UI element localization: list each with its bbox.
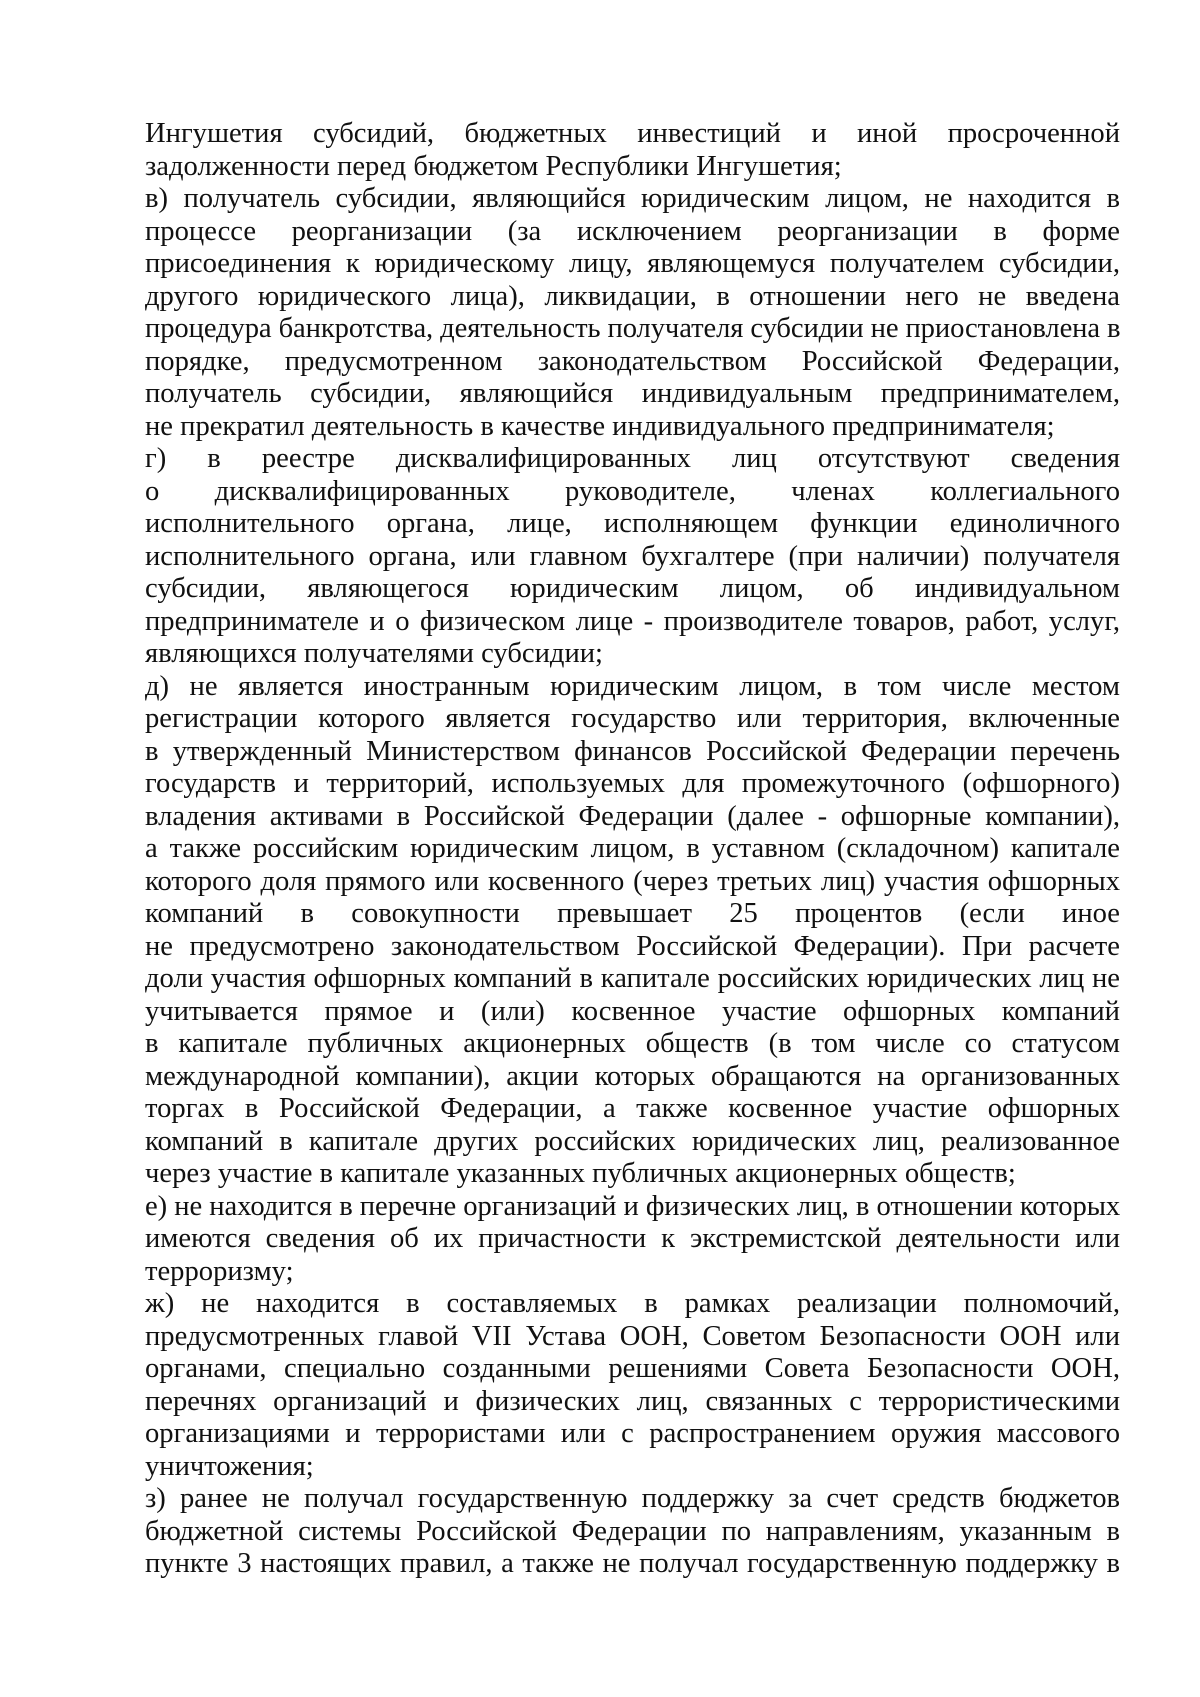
text-line: предпринимателе и о физическом лице - производителе товаров, работ, услуг, xyxy=(145,605,1120,637)
text-line: другого юридического лица), ликвидации, в отношении него не введена xyxy=(145,280,1120,312)
text-line: государств и территорий, используемых для промежуточного (офшорного) xyxy=(145,768,1120,799)
text-line: учитывается прямое и (или) косвенное участие офшорных компаний xyxy=(145,995,1120,1027)
text-line: процедура банкротства, деятельность получателя субсидии не приостановлена в xyxy=(145,313,1121,344)
text-line: исполнительного органа, или главном бухгалтере (при наличии) получателя xyxy=(145,540,1120,572)
text-line: терроризму; xyxy=(145,1255,294,1287)
text-line: регистрации которого является государство или территория, включенные xyxy=(145,703,1120,734)
text-line: субсидии, являющегося юридическим лицом, об индивидуальном xyxy=(145,573,1120,604)
text-line: которого доля прямого или косвенного (через третьих лиц) участия офшорных xyxy=(145,865,1120,897)
text-line: получатель субсидии, являющийся индивидуальным предпринимателем, xyxy=(145,378,1120,409)
text-line: через участие в капитале указанных публичных акционерных обществ; xyxy=(145,1158,1016,1189)
text-line: организациями и террористами или с распространением оружия массового xyxy=(145,1418,1120,1449)
text-line: е) не находится в перечне организаций и физических лиц, в отношении которых xyxy=(145,1190,1121,1222)
text-line: ж) не находится в составляемых в рамках реализации полномочий, xyxy=(145,1288,1120,1319)
text-line: д) не является иностранным юридическим лицом, в том числе местом xyxy=(145,670,1120,702)
text-line: бюджетной системы Российской Федерации по направлениям, указанным в xyxy=(145,1515,1120,1547)
text-line: являющихся получателями субсидии; xyxy=(145,638,603,669)
text-line: процессе реорганизации (за исключением реорганизации в форме xyxy=(145,215,1120,247)
text-line: имеются сведения об их причастности к экстремистской деятельности или xyxy=(145,1223,1120,1254)
text-line: присоединения к юридическому лицу, являющемуся получателем субсидии, xyxy=(145,248,1120,279)
text-line: а также российским юридическим лицом, в уставном (складочном) капитале xyxy=(145,833,1120,864)
text-line: порядке, предусмотренном законодательством Российской Федерации, xyxy=(145,345,1120,377)
text-line: доли участия офшорных компаний в капитале российских юридических лиц не xyxy=(145,963,1120,994)
text-line: г) в реестре дисквалифицированных лиц отсутствуют сведения xyxy=(145,443,1120,474)
text-line: в утвержденный Министерством финансов Российской Федерации перечень xyxy=(145,735,1120,767)
text-line: не прекратил деятельность в качестве индивидуального предпринимателя; xyxy=(145,410,1055,442)
text-line: з) ранее не получал государственную поддержку за счет средств бюджетов xyxy=(145,1483,1120,1514)
text-line: перечнях организаций и физических лиц, связанных с террористическими xyxy=(145,1385,1120,1417)
text-line: задолженности перед бюджетом Республики Ингушетия; xyxy=(145,150,842,182)
text-line: предусмотренных главой VII Устава ООН, Советом Безопасности ООН или xyxy=(145,1320,1120,1352)
text-line: в капитале публичных акционерных обществ (в том числе со статусом xyxy=(145,1028,1120,1059)
text-line: торгах в Российской Федерации, а также косвенное участие офшорных xyxy=(145,1093,1120,1124)
text-line: Ингушетия субсидий, бюджетных инвестиций и иной просроченной xyxy=(145,118,1120,149)
text-line: исполнительного органа, лице, исполняющем функции единоличного xyxy=(145,508,1120,539)
text-line: владения активами в Российской Федерации (далее - офшорные компании), xyxy=(145,800,1120,832)
text-line: пункте 3 настоящих правил, а также не получал государственную поддержку в xyxy=(145,1548,1120,1579)
text-line: в) получатель субсидии, являющийся юридическим лицом, не находится в xyxy=(145,183,1120,214)
text-line: компаний в капитале других российских юридических лиц, реализованное xyxy=(145,1125,1120,1157)
text-line: компаний в совокупности превышает 25 процентов (если иное xyxy=(145,898,1120,929)
text-line: органами, специально созданными решениями Совета Безопасности ООН, xyxy=(145,1353,1120,1384)
text-line: уничтожения; xyxy=(145,1450,314,1482)
document-page xyxy=(145,118,1120,1581)
text-line: международной компании), акции которых обращаются на организованных xyxy=(145,1060,1120,1092)
text-line: о дисквалифицированных руководителе, членах коллегиального xyxy=(145,475,1120,507)
text-line: не предусмотрено законодательством Российской Федерации). При расчете xyxy=(145,930,1120,962)
